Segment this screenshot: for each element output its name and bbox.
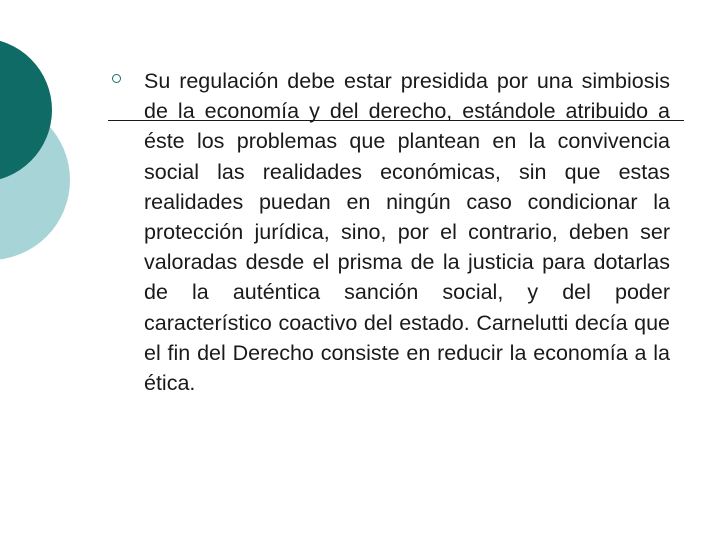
circle-bullet-icon	[112, 74, 121, 83]
bullet-text: Su regulación debe estar presidida por una simbiosis de la economía y del derecho, estándole atribuido a éste los problemas que plantean en la convivencia social las realidades económicas, sin que estas realidades puedan en ningún caso condicionar la protección jurídica, sino, por el contrario, deben ser valoradas desde el prisma de la justicia para dotarlas de la auténtica sanción social, y del poder característico coactivo del estado. Carnelutti decía que el fin del Derecho consiste en reducir la economía a la ética.	[144, 69, 670, 396]
decorative-circles	[0, 0, 130, 320]
